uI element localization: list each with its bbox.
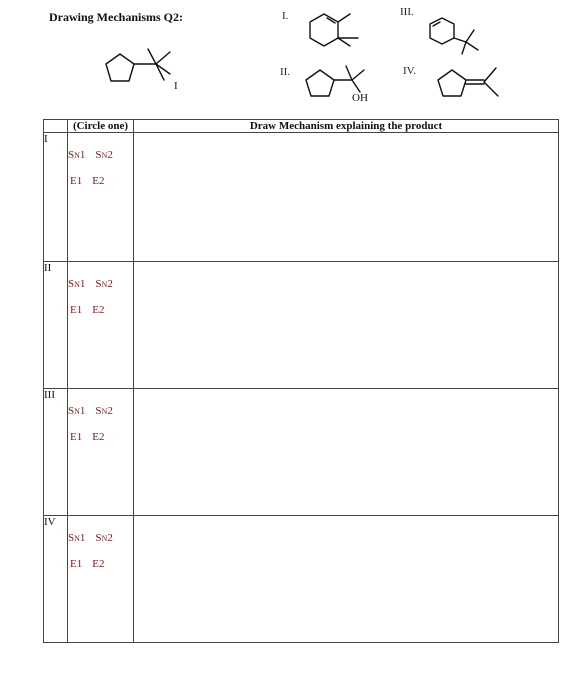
sn1-option[interactable]: SN1: [68, 405, 86, 417]
product-iv-label: IV.: [403, 65, 416, 77]
header-circle-one: (Circle one): [68, 120, 134, 133]
iodine-label: I: [174, 80, 178, 92]
product-iv-structure: [432, 60, 512, 104]
header-draw-mechanism: Draw Mechanism explaining the product: [134, 120, 559, 133]
mechanism-drawing-area[interactable]: [134, 262, 559, 389]
header-number-cell: [44, 120, 68, 133]
table-row: [44, 262, 559, 389]
mechanism-choice-cell: [68, 262, 134, 389]
product-i-structure: [300, 8, 360, 54]
sn2-option[interactable]: SN2: [95, 149, 113, 161]
e1-option[interactable]: E1: [70, 175, 83, 187]
e2-option[interactable]: E2: [92, 304, 105, 316]
product-iii-label: III.: [400, 6, 414, 18]
mechanism-table: [43, 119, 559, 643]
product-ii-label: II.: [280, 66, 291, 78]
table-row: [44, 133, 559, 262]
sn2-option[interactable]: SN2: [95, 405, 113, 417]
sn1-option[interactable]: SN1: [68, 149, 86, 161]
e1-option[interactable]: E1: [70, 558, 83, 570]
row-number: III: [44, 389, 68, 516]
product-ii-structure: [300, 60, 380, 102]
e1-option[interactable]: E1: [70, 304, 83, 316]
mechanism-choice-cell: [68, 389, 134, 516]
product-iii-structure: [424, 14, 484, 58]
mechanism-choice-cell: [68, 133, 134, 262]
e2-option[interactable]: E2: [92, 431, 105, 443]
product-i-label: I.: [282, 10, 289, 22]
sn2-option[interactable]: SN2: [95, 278, 113, 290]
page-title: Drawing Mechanisms Q2:: [49, 10, 183, 24]
table-row: [44, 516, 559, 643]
row-number: II: [44, 262, 68, 389]
mechanism-drawing-area[interactable]: [134, 516, 559, 643]
hydroxyl-label: OH: [352, 92, 368, 104]
sn2-option[interactable]: SN2: [95, 532, 113, 544]
row-number: IV: [44, 516, 68, 643]
sn1-option[interactable]: SN1: [68, 532, 86, 544]
e2-option[interactable]: E2: [92, 175, 105, 187]
sn1-option[interactable]: SN1: [68, 278, 86, 290]
row-number: I: [44, 133, 68, 262]
mechanism-drawing-area[interactable]: [134, 133, 559, 262]
mechanism-choice-cell: [68, 516, 134, 643]
mechanism-drawing-area[interactable]: [134, 389, 559, 516]
e2-option[interactable]: E2: [92, 558, 105, 570]
e1-option[interactable]: E1: [70, 431, 83, 443]
table-row: [44, 389, 559, 516]
